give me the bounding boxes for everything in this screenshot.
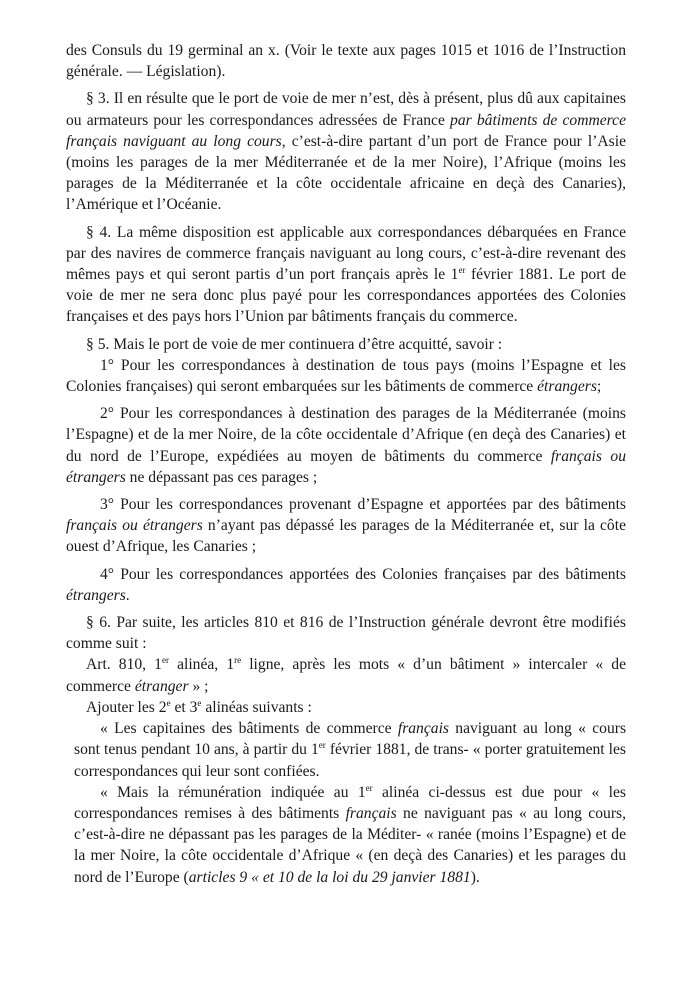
paragraph-intro: des Consuls du 19 germinal an x. (Voir le texte aux pages 1015 et 1016 de l’Instruction générale. — Législation). (66, 42, 626, 81)
superscript: er (318, 740, 326, 751)
text: « Mais la rémunération indiquée au 1 (100, 783, 366, 801)
article-810-instruction (66, 654, 626, 696)
text: alinéas suivants : (201, 698, 312, 716)
superscript: er (365, 782, 373, 793)
text: . (125, 586, 130, 604)
list-item-4 (66, 564, 626, 606)
text: 2° Pour les correspondances à destination des parages de la Méditerranée (moins l’Espagne) et de la mer Noire, de la côte occidentale d’Afrique (en deçà des Canaries) et du nord de l’Europe, expédiées au moyen de bâtiments du commerce (66, 405, 626, 465)
text: ne dépassant pas ces parages ; (125, 468, 318, 486)
italic-text: français ou étrangers (66, 447, 627, 486)
text: février 1881, de trans- « porter gratuitement les correspondances qui leur sont confiées. (74, 741, 626, 780)
text: » ; (188, 677, 209, 695)
text: naviguant au long « cours sont tenus pendant 10 ans, à partir du 1 (74, 720, 627, 759)
superscript: er (161, 655, 169, 666)
paragraph-section-6: § 6. Par suite, les articles 810 et 816 de l’Instruction générale devront être modifiés comme suit : (66, 614, 626, 653)
text: 4° Pour les correspondances apportées des Colonies françaises par des bâtiments (100, 565, 626, 583)
italic-text: français (345, 804, 397, 822)
superscript: e (197, 697, 202, 708)
italic-text: articles 9 « et 10 de la loi du 29 janvier 1881 (188, 868, 471, 886)
text: § 3. Il en résulte que le port de voie de mer n’est, dès à présent, plus dû aux capitaines ou armateurs pour les correspondances adressées de France (66, 90, 626, 129)
text: et 3 (170, 698, 198, 716)
list-item-1 (66, 355, 626, 397)
text: février 1881. Le port de voie de mer ne sera donc plus payé pour les correspondances apportées des Colonies françaises et des pays hors l’Union par bâtiments français du commerce. (66, 266, 626, 326)
text: 1° Pour les correspondances à destination de tous pays (moins l’Espagne et les Colonies françaises) qui seront embarquées sur les bâtiments de commerce (66, 356, 626, 396)
text: § 4. La même disposition est applicable aux correspondances débarquées en France par des navires de commerce français naviguant au long cours, c’est-à-dire revenant des mêmes pays et qui seront partis d’un port français après le 1 (66, 223, 626, 284)
text: Art. 810, 1 (86, 656, 162, 674)
text: ne naviguant pas « au long cours, c’est-à-dire ne dépassant pas les parages de la Méditer- « ranée (moins l’Espagne) et de la mer Noire, la côte occidentale d’Afrique « (en deçà des Canaries) et les parages du nord de l’Europe ( (74, 804, 626, 886)
paragraph-section-5: § 5. Mais le port de voie de mer continuera d’être acquitté, savoir : (86, 335, 503, 353)
text: ; (596, 378, 602, 396)
superscript: er (458, 264, 466, 275)
text: 3° Pour les correspondances provenant d’Espagne et apportées par des bâtiments (100, 496, 626, 514)
superscript: re (234, 655, 242, 666)
italic-text: français ou étrangers (66, 517, 203, 535)
text: ). (470, 868, 480, 886)
paragraph-section-3 (66, 88, 626, 215)
text: alinéa ci-dessus est due pour « les correspondances remises à des bâtiments (74, 783, 626, 822)
text: n’ayant pas dépassé les parages de la Méditerranée et, sur la côte ouest d’Afrique, les Canaries ; (66, 517, 626, 556)
text: ligne, après les mots « d’un bâtiment » intercaler « de commerce (66, 656, 627, 695)
quote-paragraph-2 (66, 782, 626, 888)
add-paragraphs-instruction (66, 697, 626, 718)
quote-paragraph-1 (66, 718, 626, 782)
text: alinéa, 1 (168, 656, 235, 674)
list-item-3 (66, 494, 626, 558)
italic-text: étrangers (537, 378, 597, 396)
italic-text: étranger (134, 677, 189, 695)
superscript: e (166, 697, 171, 708)
text: Ajouter les 2 (86, 698, 167, 716)
text: « Les capitaines des bâtiments de commerce (100, 720, 398, 738)
list-item-2 (66, 403, 626, 488)
paragraph-section-4 (66, 222, 626, 328)
italic-text: français (397, 720, 449, 738)
italic-text: étrangers (66, 586, 126, 604)
text: , c’est-à-dire partant d’un port de France pour l’Asie (moins les parages de la mer Méditerranée et de la mer Noire), l’Afrique (moins les parages de la Méditerranée et la côte occidentale africaine en deçà des Canaries), l’Amérique et l’Océanie. (66, 132, 627, 214)
italic-text: par bâtiments de commerce français naviguant au long cours (66, 111, 626, 150)
